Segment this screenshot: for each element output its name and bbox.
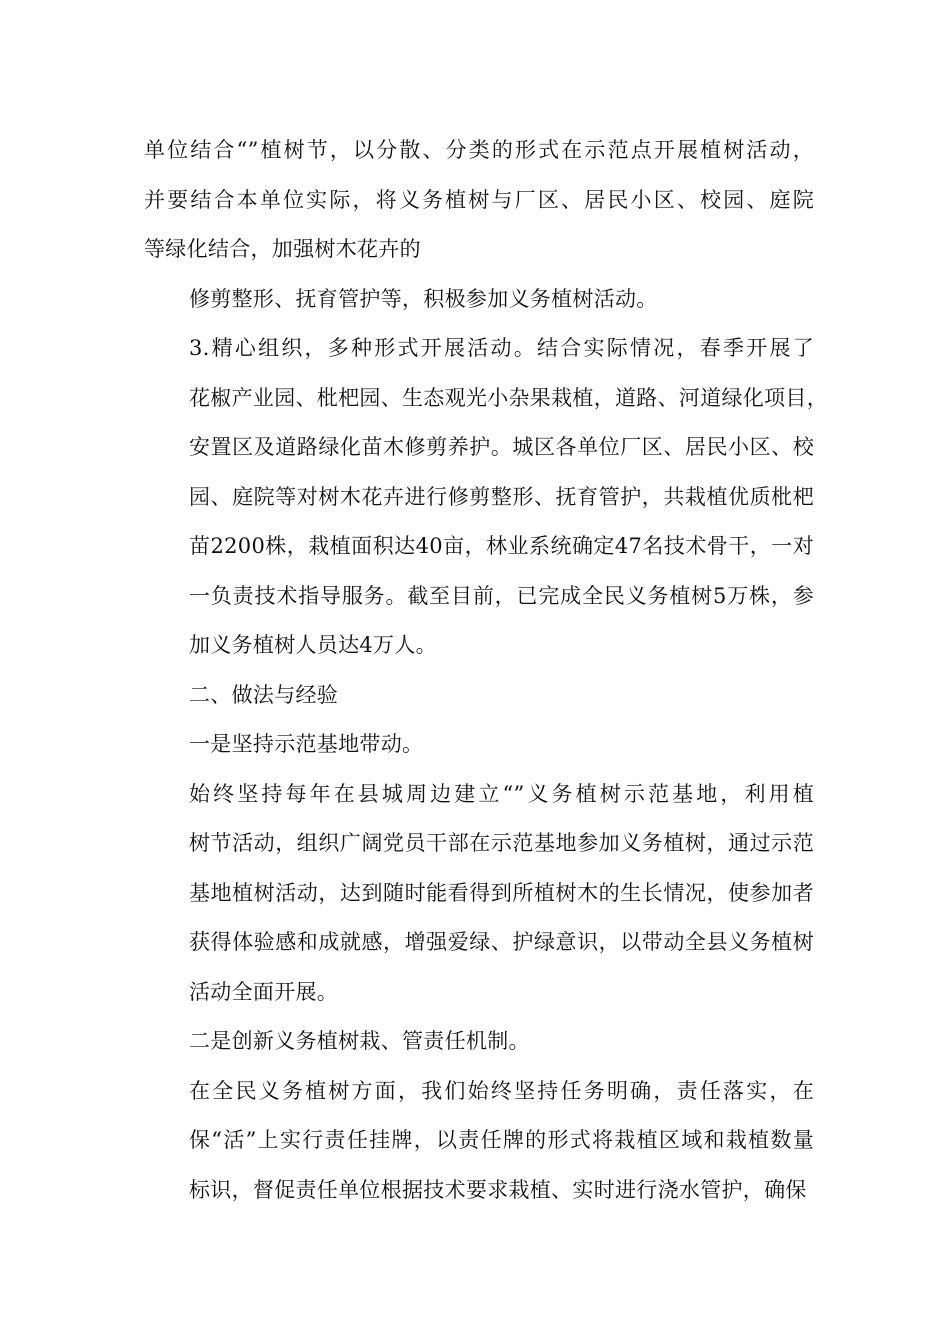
text-line: 苗2200株，栽植面积达40亩，林业系统确定47名技术骨干，一对 [189,534,814,558]
text-line: 修剪整形、抚育管护等，积极参加义务植树活动。 [189,286,658,311]
paragraph [144,126,814,275]
paragraph [144,324,828,671]
text-line: 并要结合本单位实际，将义务植树与厂区、居民小区、校园、庭院 [144,187,814,212]
paragraph [144,275,814,325]
paragraph [144,770,814,1018]
paragraph [144,1017,814,1067]
text-line: 等绿化结合，加强树木花卉的 [144,237,421,261]
text-line: 二、做法与经验 [189,682,339,707]
text-line: 一是坚持示范基地带动。 [189,732,424,756]
text-line: 安置区及道路绿化苗木修剪养护。城区各单位厂区、居民小区、校 [189,435,814,459]
text-line: 获得体验感和成就感，增强爱绿、护绿意识，以带动全县义务植树 [189,930,814,954]
paragraph [144,1067,814,1216]
paragraph [144,720,814,770]
paragraph [144,671,814,721]
text-line: 园、庭院等对树木花卉进行修剪整形、抚育管护，共栽植优质枇杷 [189,484,814,509]
text-line: 3.精心组织，多种形式开展活动。结合实际情况，春季开展了 [189,336,814,360]
text-line: 二是创新义务植树栽、管责任机制。 [189,1029,530,1053]
text-line: 活动全面开展。 [189,979,339,1004]
text-line: 始终坚持每年在县城周边建立“”义务植树示范基地，利用植 [189,781,814,806]
text-line: 花椒产业园、枇杷园、生态观光小杂果栽植，道路、河道绿化项目， [189,385,828,410]
text-line: 在全民义务植树方面，我们始终坚持任务明确，责任落实，在 [189,1078,814,1103]
text-line: 树节活动，组织广阔党员干部在示范基地参加义务植树，通过示范 [189,831,814,855]
text-line: 单位结合“”植树节，以分散、分类的形式在示范点开展植树活动， [144,138,814,162]
text-line: 保“活”上实行责任挂牌，以责任牌的形式将栽植区域和栽植数量 [189,1128,814,1152]
text-line: 标识，督促责任单位根据技术要求栽植、实时进行浇水管护，确保 [189,1177,807,1202]
text-line: 基地植树活动，达到随时能看得到所植树木的生长情况，使参加者 [189,880,814,905]
document-page [144,126,828,1215]
text-line: 加义务植树人员达4万人。 [189,633,437,657]
text-line: 一负责技术指导服务。截至目前，已完成全民义务植树5万株，参 [189,583,814,608]
